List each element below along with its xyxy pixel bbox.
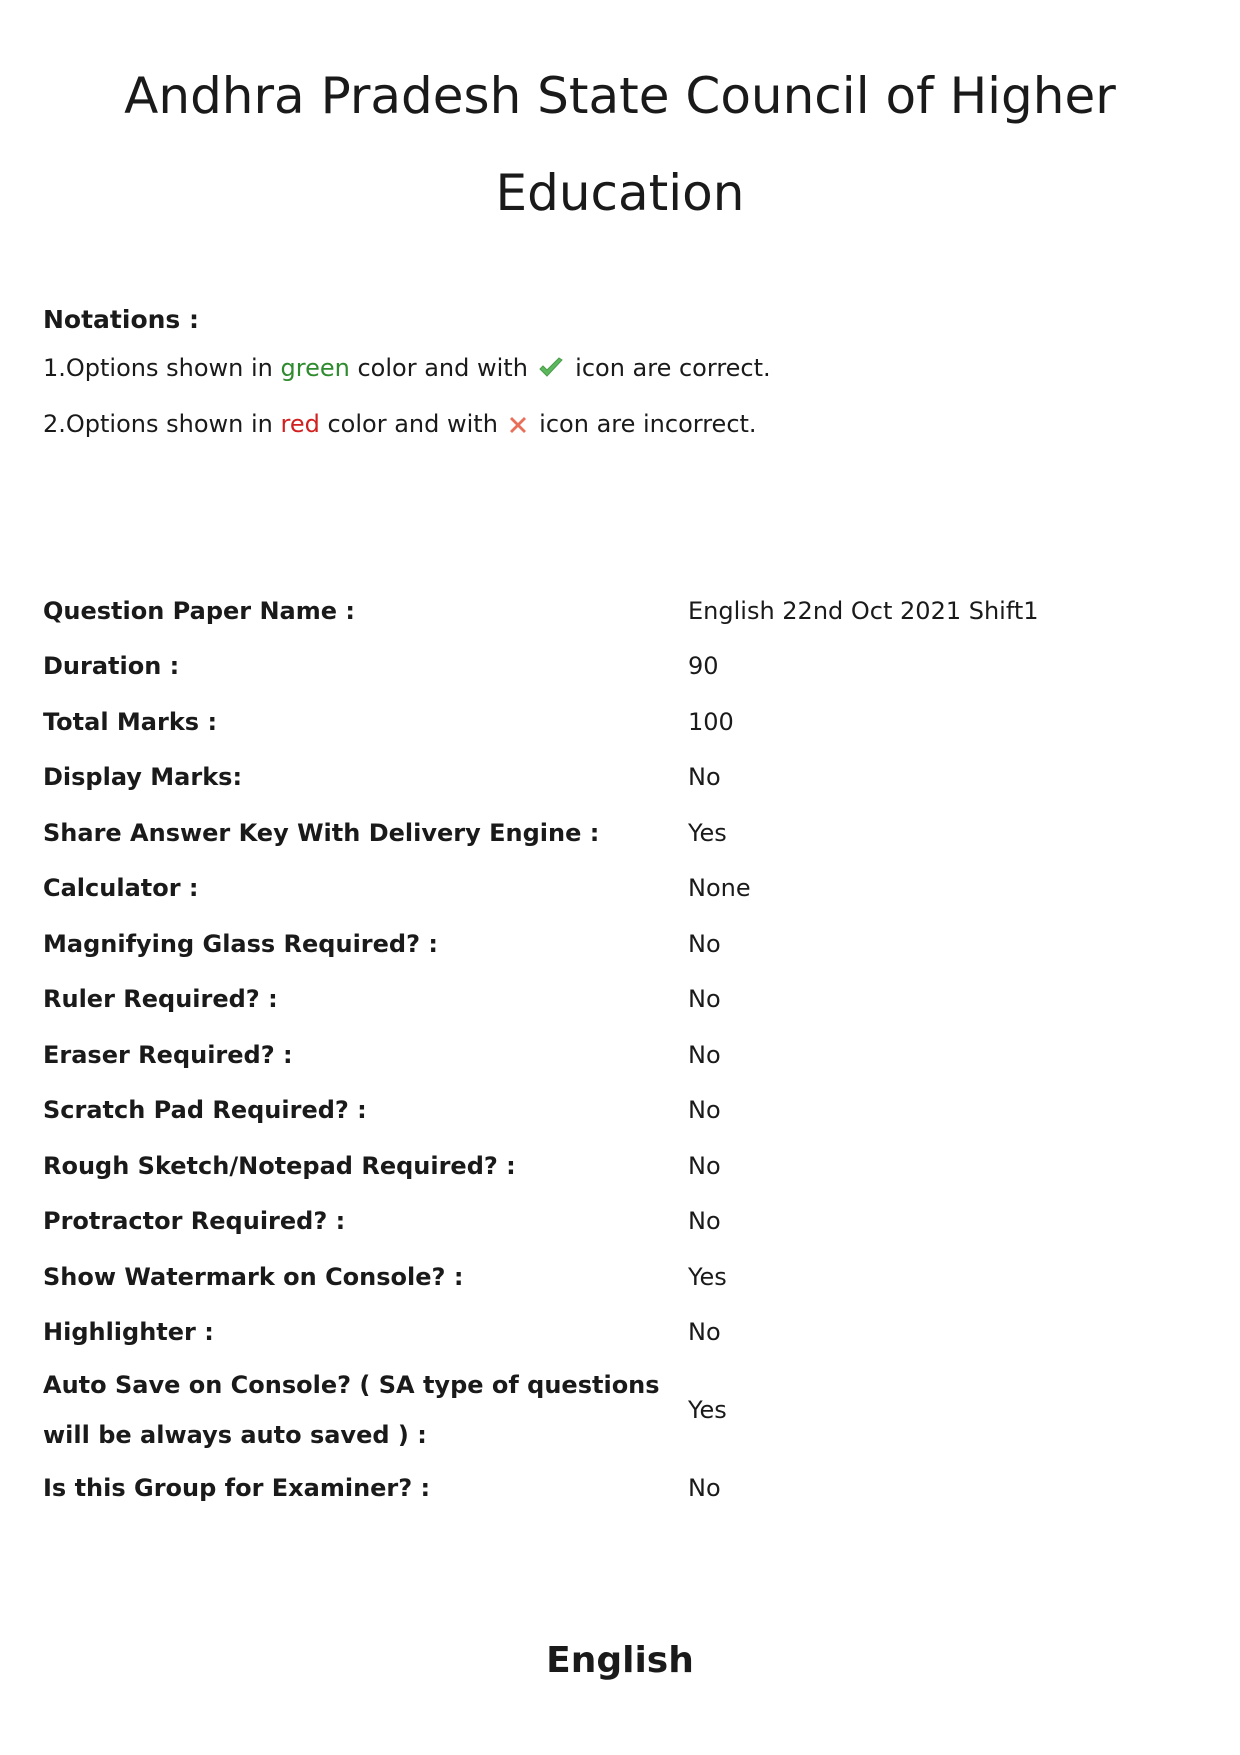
info-row <box>43 1027 1193 1083</box>
info-label-scratch-pad: Scratch Pad Required? : <box>43 1096 367 1125</box>
info-value-question-paper-name: English 22nd Oct 2021 Shift1 <box>688 596 1039 625</box>
info-label-protractor: Protractor Required? : <box>43 1207 346 1236</box>
info-value-scratch-pad: No <box>688 1096 721 1125</box>
info-label-calculator: Calculator : <box>43 874 199 903</box>
info-label-show-watermark: Show Watermark on Console? : <box>43 1262 464 1291</box>
info-row <box>43 1305 1193 1361</box>
info-value-highlighter: No <box>688 1318 721 1347</box>
info-value-duration: 90 <box>688 652 719 681</box>
check-icon <box>538 343 564 399</box>
info-row <box>43 861 1193 917</box>
info-value-show-watermark: Yes <box>688 1262 727 1291</box>
cross-icon <box>508 399 528 455</box>
notation-incorrect-middle: color and with <box>319 410 506 438</box>
info-value-eraser: No <box>688 1040 721 1069</box>
notation-correct-middle: color and with <box>349 354 536 382</box>
notations-heading: Notations : <box>43 305 199 334</box>
info-label-auto-save: Auto Save on Console? ( SA type of questions will be always auto saved ) : <box>43 1371 660 1449</box>
info-value-display-marks: No <box>688 763 721 792</box>
info-label-eraser: Eraser Required? : <box>43 1040 293 1069</box>
notations-section <box>43 300 1193 452</box>
info-label-rough-sketch: Rough Sketch/Notepad Required? : <box>43 1151 516 1180</box>
page-title: Andhra Pradesh State Council of Higher Education <box>124 67 1116 222</box>
info-value-magnifying-glass: No <box>688 929 721 958</box>
info-row <box>43 1460 1193 1516</box>
info-row <box>43 972 1193 1028</box>
info-row <box>43 750 1193 806</box>
info-label-question-paper-name: Question Paper Name : <box>43 596 355 625</box>
info-row <box>43 583 1193 639</box>
section-title: English <box>546 1640 694 1681</box>
notation-correct-prefix: 1.Options shown in <box>43 354 281 382</box>
info-value-protractor: No <box>688 1207 721 1236</box>
info-label-group-for-examiner: Is this Group for Examiner? : <box>43 1473 431 1502</box>
info-row <box>43 1194 1193 1250</box>
info-label-highlighter: Highlighter : <box>43 1318 214 1347</box>
info-label-total-marks: Total Marks : <box>43 707 218 736</box>
info-label-magnifying-glass: Magnifying Glass Required? : <box>43 929 438 958</box>
info-value-calculator: None <box>688 874 751 903</box>
notation-incorrect-color-word: red <box>280 410 320 438</box>
notation-correct-color-word: green <box>280 354 350 382</box>
info-label-share-answer-key: Share Answer Key With Delivery Engine : <box>43 818 600 847</box>
info-label-duration: Duration : <box>43 652 180 681</box>
info-row <box>43 639 1193 695</box>
notation-correct-suffix: icon are correct. <box>567 354 771 382</box>
notation-incorrect-suffix: icon are incorrect. <box>531 410 757 438</box>
info-row <box>43 1138 1193 1194</box>
info-row <box>43 1249 1193 1305</box>
info-row <box>43 1083 1193 1139</box>
info-row <box>43 1360 1193 1460</box>
notation-incorrect-prefix: 2.Options shown in <box>43 410 281 438</box>
paper-info-table <box>43 583 1193 1516</box>
info-row <box>43 916 1193 972</box>
info-label-ruler: Ruler Required? : <box>43 985 278 1014</box>
info-row <box>43 805 1193 861</box>
info-value-auto-save: Yes <box>688 1396 727 1424</box>
info-value-ruler: No <box>688 985 721 1014</box>
info-value-total-marks: 100 <box>688 707 734 736</box>
info-label-display-marks: Display Marks: <box>43 763 243 792</box>
info-row <box>43 694 1193 750</box>
notation-correct <box>43 340 1193 396</box>
info-value-group-for-examiner: No <box>688 1473 721 1502</box>
notation-incorrect <box>43 396 1193 452</box>
info-value-share-answer-key: Yes <box>688 818 727 847</box>
info-value-rough-sketch: No <box>688 1151 721 1180</box>
